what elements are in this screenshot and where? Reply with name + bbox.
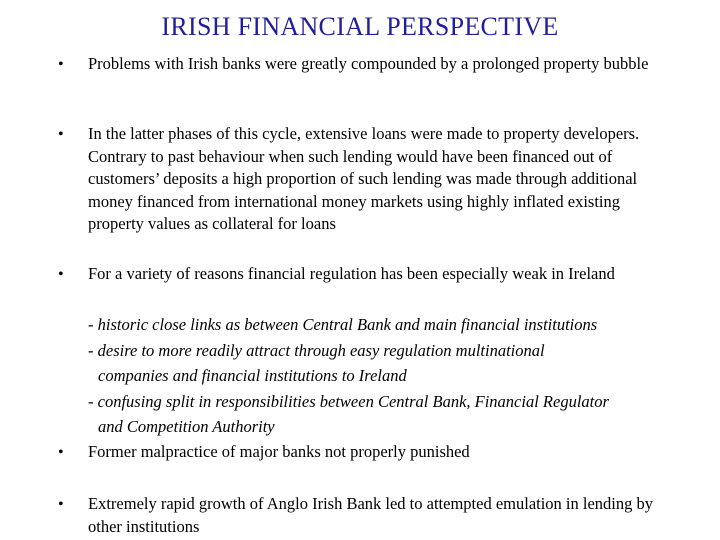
sub-item-3-continuation: and Competition Authority	[98, 417, 275, 436]
slide-title: IRISH FINANCIAL PERSPECTIVE	[161, 12, 559, 41]
bullet-text-2: In the latter phases of this cycle, extensive loans were made to property developers. Contrary to past behaviour when such lending would have been financed out of customers’ deposits a high proportion of such lending was made through additional money financed from international money markets using highly inflated existing property values as collateral for loans	[88, 124, 640, 233]
bullet-text-5: Extremely rapid growth of Anglo Irish Bank led to attempted emulation in lending by other institutions	[88, 494, 654, 536]
bullet-icon: •	[58, 266, 64, 283]
bullet-text-1: Problems with Irish banks were greatly compounded by a prolonged property bubble	[88, 54, 649, 73]
sub-item-2: - desire to more readily attract through easy regulation multinational	[88, 340, 545, 360]
bullet-icon: •	[58, 444, 64, 461]
bullet-icon: •	[58, 126, 64, 143]
sub-item-2-continuation: companies and financial institutions to Ireland	[98, 366, 407, 385]
sub-item-1: - historic close links as between Central Bank and main financial institutions	[88, 315, 598, 334]
bullet-text-4: Former malpractice of major banks not properly punished	[88, 442, 470, 461]
bullet-icon: •	[58, 496, 64, 513]
bullet-icon: •	[58, 56, 64, 73]
bullet-text-3: For a variety of reasons financial regulation has been especially weak in Ireland	[88, 264, 615, 283]
sub-item-list	[88, 312, 708, 440]
sub-item-3: - confusing split in responsibilities between Central Bank, Financial Regulator	[88, 391, 609, 411]
